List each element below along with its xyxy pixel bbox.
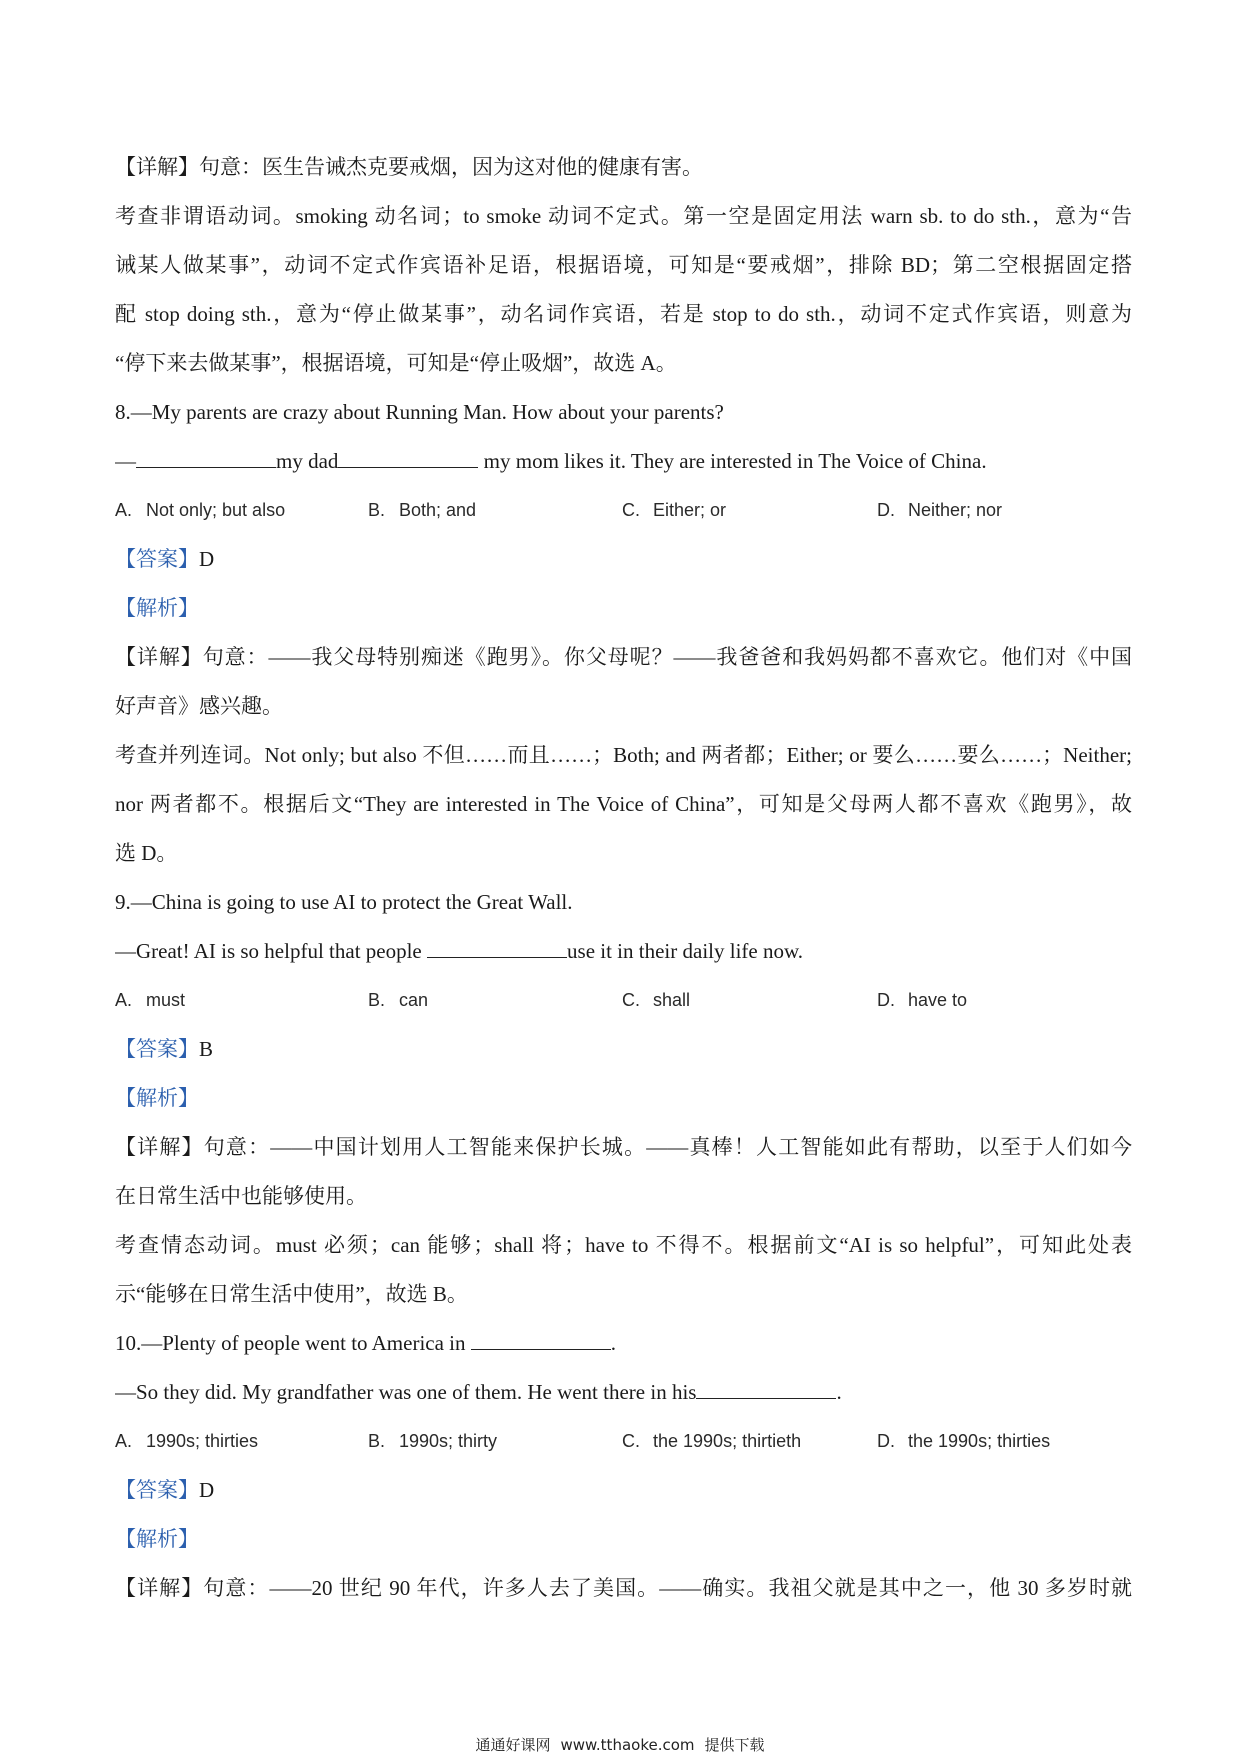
detail-line	[115, 633, 1132, 682]
option-text: can	[399, 990, 429, 1010]
answer-value: D	[199, 547, 215, 571]
answer-tag: 【答案】	[115, 1478, 199, 1502]
option-letter: B.	[368, 1431, 386, 1451]
answer-tag: 【答案】	[115, 1037, 199, 1061]
option-letter: A.	[115, 500, 133, 520]
reply-text: use it in their daily life now.	[567, 939, 804, 963]
answer-line	[115, 1025, 1132, 1074]
detail-line	[115, 143, 1132, 192]
analysis-heading	[115, 1515, 1132, 1564]
explanation-line: 配 stop doing sth.，意为“停止做某事”，动名词作宾语，若是 stop to do sth.，动词不定式作宾语，则意为	[115, 302, 1132, 326]
option-letter: D.	[877, 500, 895, 520]
detail-line	[115, 1564, 1132, 1613]
option-b	[368, 976, 428, 1025]
option-text: the 1990s; thirtieth	[653, 1431, 802, 1451]
explanation-line: 示“能够在日常生活中使用”，故选 B。	[115, 1282, 468, 1306]
answer-value: D	[199, 1478, 215, 1502]
option-d	[877, 1417, 1050, 1466]
explanation-line: 考查情态动词。must 必须；can 能够；shall 将；have to 不得不。根据前文“AI is so helpful”，可知此处表	[115, 1233, 1132, 1257]
explanation-line: 选 D。	[115, 841, 178, 865]
options-row	[115, 976, 1132, 1025]
option-letter: C.	[622, 990, 640, 1010]
explanation-line: 诫某人做某事”，动词不定式作宾语补足语，根据语境，可知是“要戒烟”，排除 BD；第二空根据固定搭	[115, 253, 1132, 277]
question-reply	[115, 927, 1132, 976]
question-reply	[115, 437, 1132, 486]
footer-url: www.tthaoke.com	[560, 1736, 695, 1754]
option-text: Not only; but also	[146, 500, 286, 520]
option-letter: C.	[622, 500, 640, 520]
detail-line	[115, 1123, 1132, 1172]
option-text: Neither; nor	[908, 500, 1003, 520]
option-letter: B.	[368, 500, 386, 520]
option-text: have to	[908, 990, 968, 1010]
question-stem: 9.—China is going to use AI to protect the Great Wall.	[115, 890, 573, 914]
option-text: must	[146, 990, 186, 1010]
analysis-heading	[115, 584, 1132, 633]
answer-blank	[696, 1378, 836, 1399]
answer-blank	[136, 447, 276, 468]
option-d	[877, 976, 967, 1025]
answer-blank	[427, 937, 567, 958]
option-d	[877, 486, 1002, 535]
options-row	[115, 1417, 1132, 1466]
explanation-line: nor 两者都不。根据后文“They are interested in The Voice of China”，可知是父母两人都不喜欢《跑男》，故	[115, 792, 1132, 816]
explanation-line: 考查非谓语动词。smoking 动名词；to smoke 动词不定式。第一空是固定用法 warn sb. to do sth.，意为“告	[115, 204, 1132, 228]
detail-line: 在日常生活中也能够使用。	[115, 1184, 367, 1208]
reply-text: —So they did. My grandfather was one of them. He went there in his	[115, 1380, 697, 1404]
detail-text: 句意：——20 世纪 90 年代，许多人去了美国。——确实。我祖父就是其中之一，他 30 多岁时就	[203, 1576, 1132, 1600]
option-letter: D.	[877, 1431, 895, 1451]
reply-text: my mom likes it. They are interested in The Voice of China.	[478, 449, 987, 473]
option-text: Both; and	[399, 500, 477, 520]
option-c	[622, 976, 690, 1025]
option-text: 1990s; thirties	[146, 1431, 259, 1451]
option-text: 1990s; thirty	[399, 1431, 498, 1451]
option-a	[115, 1417, 258, 1466]
detail-tag: 【详解】	[115, 645, 203, 669]
detail-text: 句意：——我父母特别痴迷《跑男》。你父母呢？——我爸爸和我妈妈都不喜欢它。他们对《中国	[202, 645, 1132, 669]
page-footer	[0, 1737, 1240, 1753]
footer-note: 提供下载	[704, 1736, 765, 1754]
option-a	[115, 486, 285, 535]
question-reply	[115, 1368, 1132, 1417]
detail-line: 好声音》感兴趣。	[115, 694, 283, 718]
analysis-tag: 【解析】	[115, 596, 199, 620]
footer-site-name: 通通好课网	[475, 1736, 551, 1754]
options-row	[115, 486, 1132, 535]
answer-tag: 【答案】	[115, 547, 199, 571]
detail-text: 句意：——中国计划用人工智能来保护长城。——真棒！人工智能如此有帮助，以至于人们如今	[203, 1135, 1132, 1159]
reply-text: —Great! AI is so helpful that people	[115, 939, 428, 963]
analysis-heading	[115, 1074, 1132, 1123]
question-stem: 8.—My parents are crazy about Running Man. How about your parents?	[115, 400, 724, 424]
option-b	[368, 486, 476, 535]
option-text: Either; or	[653, 500, 727, 520]
answer-blank	[338, 447, 478, 468]
option-letter: A.	[115, 990, 133, 1010]
answer-line	[115, 1466, 1132, 1515]
reply-text: .	[836, 1380, 842, 1404]
option-a	[115, 976, 185, 1025]
detail-tag: 【详解】	[115, 155, 199, 179]
explanation-line: “停下来去做某事”，根据语境，可知是“停止吸烟”，故选 A。	[115, 351, 677, 375]
reply-text: my dad	[276, 449, 339, 473]
option-b	[368, 1417, 497, 1466]
detail-tag: 【详解】	[115, 1576, 204, 1600]
option-text: shall	[653, 990, 691, 1010]
option-letter: C.	[622, 1431, 640, 1451]
analysis-tag: 【解析】	[115, 1527, 199, 1551]
analysis-tag: 【解析】	[115, 1086, 199, 1110]
answer-value: B	[199, 1037, 214, 1061]
analysis-heading	[115, 94, 1132, 143]
answer-line	[115, 535, 1132, 584]
option-letter: A.	[115, 1431, 133, 1451]
option-c	[622, 486, 726, 535]
option-c	[622, 1417, 801, 1466]
stem-text: 10.—Plenty of people went to America in	[115, 1331, 471, 1355]
detail-text: 句意：医生告诫杰克要戒烟，因为这对他的健康有害。	[199, 155, 703, 179]
option-text: the 1990s; thirties	[908, 1431, 1051, 1451]
explanation-line: 考查并列连词。Not only; but also 不但……而且……；Both; and 两者都；Either; or 要么……要么……；Neither;	[115, 743, 1132, 767]
stem-text: .	[610, 1331, 617, 1355]
option-letter: D.	[877, 990, 895, 1010]
question-stem	[115, 1319, 1132, 1368]
detail-tag: 【详解】	[115, 1135, 204, 1159]
option-letter: B.	[368, 990, 386, 1010]
answer-blank	[471, 1329, 611, 1350]
reply-text: —	[115, 449, 136, 473]
